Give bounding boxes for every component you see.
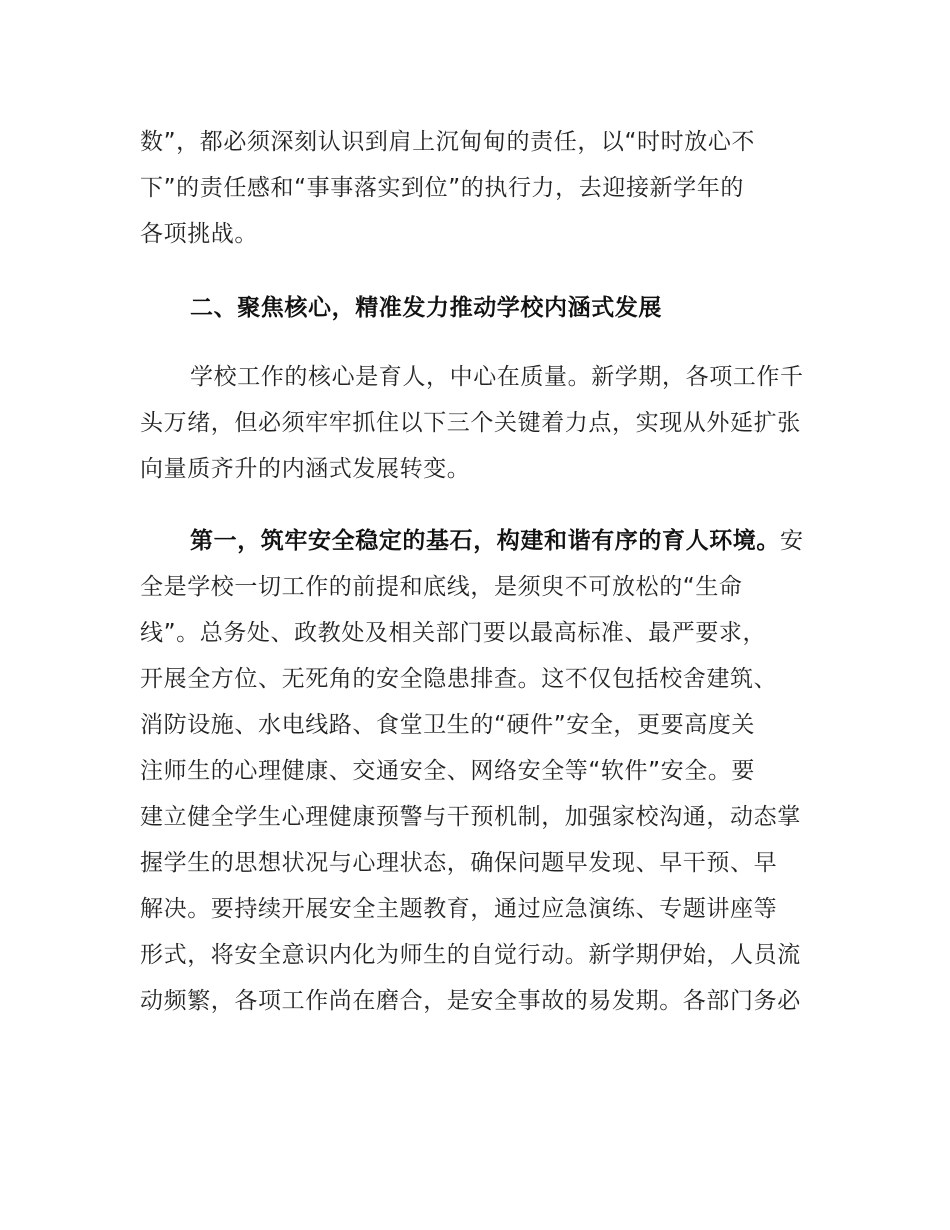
- intro-line-1: 数”，都必须深刻认识到肩上沉甸甸的责任，以“时时放心不: [140, 129, 756, 155]
- core-line-3: 向量质齐升的内涵式发展转变。: [140, 456, 471, 482]
- intro-line-2: 下”的责任感和“事事落实到位”的执行力，去迎接新学年的: [140, 175, 744, 201]
- first-line-8: 握学生的思想状况与心理状态，确保问题早发现、早干预、早: [140, 850, 778, 876]
- core-line-1: 学校工作的核心是育人，中心在质量。新学期，各项工作千: [190, 364, 804, 390]
- first-point-lead-rest: 安: [780, 528, 804, 554]
- first-line-2: 全是学校一切工作的前提和底线，是须臾不可放松的“生命: [140, 574, 743, 600]
- core-line-2: 头万绪，但必须牢牢抓住以下三个关键着力点，实现从外延扩张: [140, 410, 801, 436]
- first-line-4: 开展全方位、无死角的安全隐患排查。这不仅包括校舍建筑、: [140, 666, 778, 692]
- first-point-lead-line: [190, 526, 804, 556]
- first-point-title: 第一，筑牢安全稳定的基石，构建和谐有序的育人环境。: [190, 528, 780, 554]
- first-line-7: 建立健全学生心理健康预警与干预机制，加强家校沟通，动态掌: [140, 804, 801, 830]
- first-line-3: 线”。总务处、政教处及相关部门要以最高标准、最严要求，: [140, 620, 767, 646]
- first-line-11: 动频繁，各项工作尚在磨合，是安全事故的易发期。各部门务必: [140, 988, 801, 1014]
- section-heading: 二、聚焦核心，精准发力推动学校内涵式发展: [190, 295, 662, 321]
- first-line-6: 注师生的心理健康、交通安全、网络安全等“软件”安全。要: [140, 758, 756, 784]
- intro-line-3: 各项挑战。: [140, 221, 258, 247]
- first-line-10: 形式，将安全意识内化为师生的自觉行动。新学期伊始，人员流: [140, 942, 801, 968]
- first-line-9: 解决。要持续开展安全主题教育，通过应急演练、专题讲座等: [140, 896, 778, 922]
- first-line-5: 消防设施、水电线路、食堂卫生的“硬件”安全，更要高度关: [140, 712, 756, 738]
